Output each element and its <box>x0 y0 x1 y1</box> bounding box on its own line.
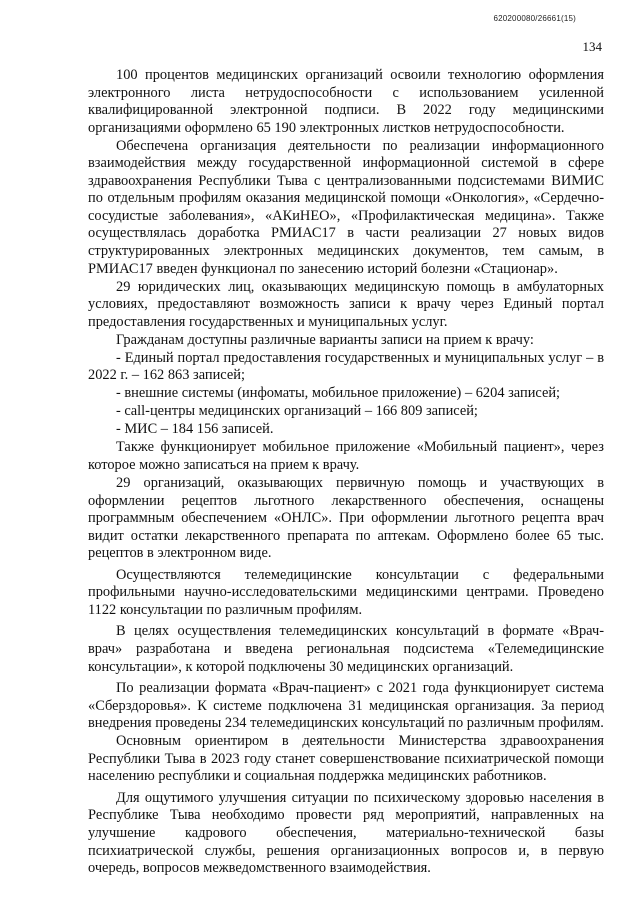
paragraph-telemedicine-doctor-doctor: В целях осуществления телемедицинских консультаций в формате «Врач-врач» разработана и введена региональная подсистема «Телемедицинские консультации», к которой подключены 30 медицинских организаций. <box>88 623 604 675</box>
paragraph-mental-health: Для ощутимого улучшения ситуации по психическому здоровью населения в Республике Тыва необходимо провести ряд мероприятий, направленных на улучшение кадрового обеспечения, материально-технической базы психиатрической службы, решения организационных вопросов и, в первую очередь, вопросов межведомственного взаимодействия. <box>88 789 604 877</box>
list-item-external-systems: - внешние системы (инфоматы, мобильное приложение) – 6204 записей; <box>116 385 561 402</box>
paragraph-telemedicine-doctor-patient: По реализации формата «Врач-пациент» с 2021 года функционирует система «Сберздоровья». К системе подключена 31 медицинская организация. За период внедрения проведены 234 телемедицинских консультаций по различным профилям. <box>88 680 604 732</box>
document-id: 620200080/26661(15) <box>493 14 576 23</box>
paragraph-online-appointments: 29 юридических лиц, оказывающих медицинскую помощь в амбулаторных условиях, предоставляют возможность записи к врачу через Единый портал предоставления государственных и муниципальных услуг. <box>88 278 604 330</box>
list-item-call-centers: - call-центры медицинских организаций – 166 809 записей; <box>116 403 478 420</box>
paragraph-telemedicine-federal: Осуществляются телемедицинские консультации с федеральными профильными научно-исследовательскими медицинскими центрами. Проведено 1122 консультации по различным профилям. <box>88 566 604 618</box>
paragraph-vimis-integration: Обеспечена организация деятельности по реализации информационного взаимодействия между государственной информационной системой в сфере здравоохранения Республики Тыва с централизованными подсистемами ВИМИС по отдельным профилям оказания медицинской помощи «Онкология», «Сердечно-сосудистые заболевания», «АКиНЕО», «Профилактическая медицина». Также осуществлялась доработка РМИАС17 в части реализации 27 новых видов структурированных электронных медицинских документов, тем самым, в РМИАС17 введен функционал по занесению историй болезни «Стационар». <box>88 137 604 277</box>
page-body <box>88 67 604 878</box>
list-item-mis: - МИС – 184 156 записей. <box>116 421 274 438</box>
paragraph-onls-prescriptions: 29 организаций, оказывающих первичную помощь и участвующих в оформлении рецептов льготного лекарственного обеспечения, оснащены программным обеспечением «ОНЛС». При оформлении льготного рецепта врач видит остатки лекарственного препарата по аптекам. Оформлено более 65 тыс. рецептов в электронном виде. <box>88 475 604 562</box>
paragraph-ministry-priorities: Основным ориентиром в деятельности Министерства здравоохранения Республики Тыва в 2023 году станет совершенствование психиатрической помощи населению республики и социальная поддержка медицинских работников. <box>88 733 604 785</box>
paragraph-e-sick-leave: 100 процентов медицинских организаций освоили технологию оформления электронного листа нетрудоспособности с использованием усиленной квалифицированной электронной подписи. В 2022 году медицинскими организациями оформлено 65 190 электронных листков нетрудоспособности. <box>88 67 604 136</box>
paragraph-appointment-options: Гражданам доступны различные варианты записи на прием к врачу: <box>116 331 534 348</box>
page-number: 134 <box>582 39 602 54</box>
paragraph-mobile-app: Также функционирует мобильное приложение «Мобильный пациент», через которое можно записаться на прием к врачу. <box>88 439 604 474</box>
list-item-gosuslugi: - Единый портал предоставления государственных и муниципальных услуг – в 2022 г. – 162 863 записей; <box>88 349 604 384</box>
